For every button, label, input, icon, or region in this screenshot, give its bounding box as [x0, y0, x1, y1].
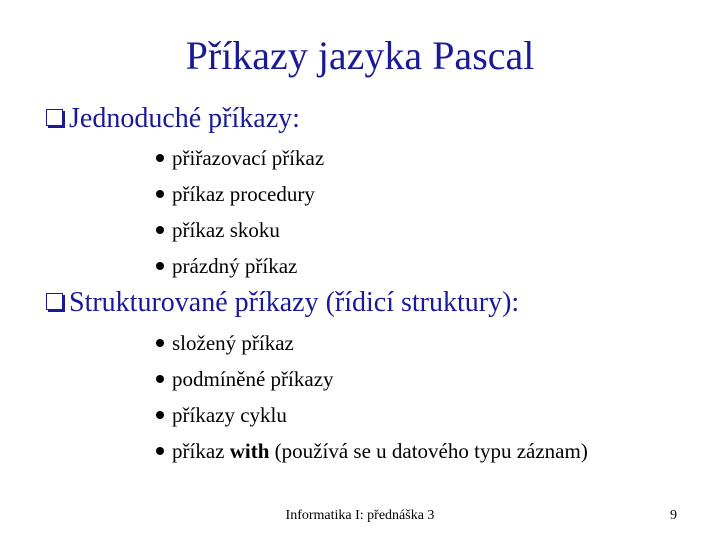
list-item: [156, 330, 588, 366]
list-item: [156, 181, 324, 217]
list-item-prefix: příkaz: [172, 439, 230, 463]
bullet-dot-icon: [156, 411, 164, 419]
bullet-dot-icon: [156, 262, 164, 270]
bullet-dot-icon: [156, 447, 164, 455]
list-item-text: příkaz procedury: [172, 182, 315, 206]
list-item-suffix: (používá se u datového typu záznam): [269, 439, 588, 463]
list-item: [156, 253, 324, 289]
section-heading-structured: [46, 286, 519, 320]
bullet-dot-icon: [156, 154, 164, 162]
bullet-dot-icon: [156, 226, 164, 234]
keyword-with: with: [229, 439, 270, 463]
list-item-text: příkaz skoku: [172, 218, 280, 242]
list-item: [156, 217, 324, 253]
section-heading-simple: [46, 102, 300, 136]
list-item-with: [156, 438, 588, 474]
structured-statements-list: [156, 330, 588, 474]
page-number: 9: [670, 508, 677, 523]
list-item-text: podmíněné příkazy: [172, 367, 334, 391]
bullet-dot-icon: [156, 190, 164, 198]
list-item-text: prázdný příkaz: [172, 254, 298, 278]
list-item: [156, 145, 324, 181]
list-item-text: příkazy cyklu: [172, 403, 287, 427]
footer-text: Informatika I: přednáška 3: [285, 508, 435, 523]
bullet-dot-icon: [156, 375, 164, 383]
section-heading-text: Jednoduché příkazy:: [69, 103, 300, 134]
simple-statements-list: [156, 145, 324, 289]
list-item: [156, 366, 588, 402]
list-item: [156, 402, 588, 438]
square-bullet-icon: [46, 109, 63, 126]
bullet-dot-icon: [156, 339, 164, 347]
list-item-text: složený příkaz: [172, 331, 294, 355]
section-heading-text: Strukturované příkazy (řídicí struktury):: [69, 287, 520, 318]
list-item-text: přiřazovací příkaz: [172, 146, 325, 170]
slide-title: Příkazy jazyka Pascal: [185, 33, 535, 78]
square-bullet-icon: [46, 293, 63, 310]
